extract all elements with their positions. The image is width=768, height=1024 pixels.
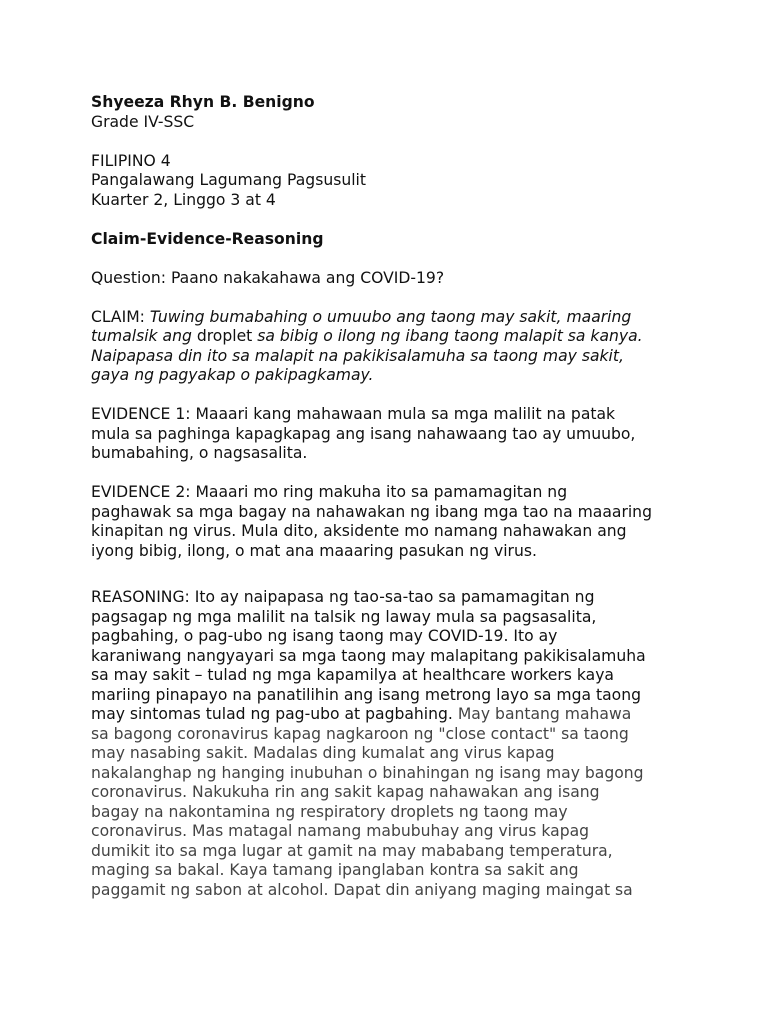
evidence-2-paragraph	[91, 483, 691, 561]
evidence-2-line: EVIDENCE 2: Maaari mo ring makuha ito sa pamamagitan ng	[91, 483, 568, 501]
document-page	[91, 93, 691, 900]
reasoning-line: pagbahing, o pag-ubo ng isang taong may COVID-19. Ito ay	[91, 627, 558, 645]
claim-line-2c: sa bibig o ilong ng ibang taong malapit sa kanya.	[252, 327, 643, 345]
evidence-1-line: mula sa paghinga kapagkapag ang isang nahawaang tao ay umuubo,	[91, 424, 636, 443]
reasoning-grey-line: may nasabing sakit. Madalas ding kumalat ang virus kapag	[91, 744, 555, 762]
evidence-2-line: kinapitan ng virus. Mula dito, aksidente mo namang nahawakan ang	[91, 522, 627, 540]
reasoning-grey-line: nakalanghap ng hanging inubuhan o binahingan ng isang may bagong	[91, 763, 644, 782]
claim-line-4: gaya ng pagyakap o pakipagkamay.	[91, 366, 374, 384]
reasoning-grey-line: coronavirus. Mas matagal namang mabubuhay ang virus kapag	[91, 822, 590, 840]
evidence-2-line: iyong bibig, ilong, o mat ana maaaring pasukan ng virus.	[91, 541, 537, 560]
reasoning-line: mariing pinapayo na panatilihin ang isang metrong layo sa mga taong	[91, 685, 641, 704]
evidence-2-line: paghawak sa mga bagay na nahawakan ng ibang mga tao na maaaring	[91, 502, 652, 521]
claim-line-1: Tuwing bumabahing o umuubo ang taong may sakit, maaring	[149, 307, 632, 326]
section-title: Claim-Evidence-Reasoning	[91, 229, 324, 248]
reasoning-grey-line: dumikit ito sa mga lugar at gamit na may mababang temperatura,	[91, 841, 613, 860]
evidence-1-line: bumabahing, o nagsasalita.	[91, 444, 308, 462]
reasoning-grey-line: coronavirus. Nakukuha rin ang sakit kapag nahawakan ang isang	[91, 783, 600, 801]
reasoning-grey-line: maging sa bakal. Kaya tamang ipanglaban kontra sa sakit ang	[91, 861, 579, 879]
reasoning-grey-line: paggamit ng sabon at alcohol. Dapat din aniyang maging maingat sa	[91, 880, 633, 899]
reasoning-line-7b: May bantang mahawa	[452, 705, 632, 723]
reasoning-paragraph	[91, 588, 691, 900]
reasoning-grey-line: bagay na nakontamina ng respiratory droplets ng taong may	[91, 802, 568, 821]
claim-paragraph	[91, 308, 691, 386]
reasoning-grey-line: sa bagong coronavirus kapag nagkaroon ng "close contact" sa taong	[91, 724, 629, 743]
claim-line-2a: tumalsik ang	[91, 327, 197, 345]
evidence-1-paragraph	[91, 405, 691, 464]
quarter-info: Kuarter 2, Linggo 3 at 4	[91, 190, 276, 209]
exam-title: Pangalawang Lagumang Pagsusulit	[91, 171, 366, 189]
claim-label: CLAIM:	[91, 307, 150, 326]
question-text: Question: Paano nakakahawa ang COVID-19?	[91, 268, 445, 287]
subject-title: FILIPINO 4	[91, 151, 171, 170]
reasoning-line: pagsagap ng mga malilit na talsik ng laway mula sa pagsasalita,	[91, 607, 597, 626]
evidence-1-line: EVIDENCE 1: Maaari kang mahawaan mula sa mga malilit na patak	[91, 405, 616, 423]
student-name: Shyeeza Rhyn B. Benigno	[91, 93, 315, 111]
claim-line-3: Naipapasa din ito sa malapit na pakikisalamuha sa taong may sakit,	[91, 346, 624, 365]
reasoning-line: REASONING: Ito ay naipapasa ng tao-sa-tao sa pamamagitan ng	[91, 588, 595, 606]
reasoning-line-7a: may sintomas tulad ng pag-ubo at pagbahing.	[91, 705, 453, 723]
reasoning-line: karaniwang nangyayari sa mga taong may malapitang pakikisalamuha	[91, 646, 646, 665]
student-grade: Grade IV-SSC	[91, 112, 195, 131]
reasoning-line: sa may sakit – tulad ng mga kapamilya at healthcare workers kaya	[91, 666, 614, 684]
claim-line-2b: droplet	[196, 327, 253, 345]
